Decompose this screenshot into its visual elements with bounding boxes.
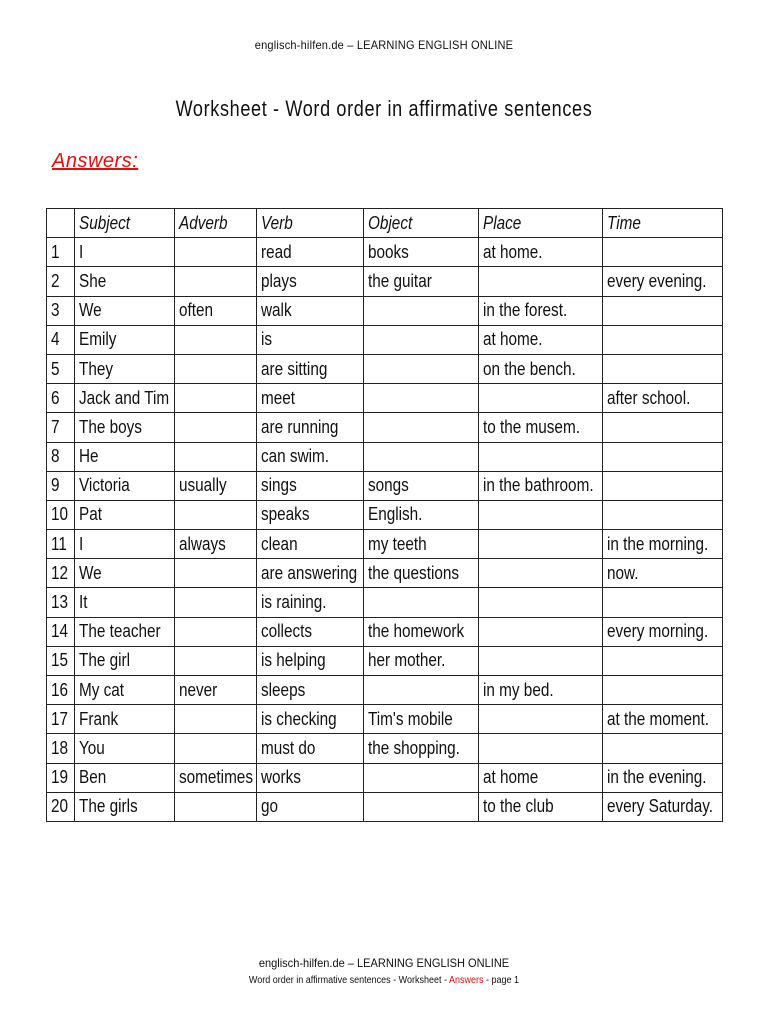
cell-adverb: [175, 471, 257, 500]
cell-subject: [75, 442, 175, 471]
table-row: [47, 676, 723, 705]
cell-text: are answering: [261, 562, 358, 583]
footer-doc-line: [38, 975, 729, 986]
cell-time: [603, 354, 723, 383]
cell-text: I: [79, 241, 84, 262]
cell-text: is raining.: [261, 592, 327, 613]
cell-text: walk: [261, 300, 292, 321]
cell-subject: [75, 471, 175, 500]
cell-subject: [75, 296, 175, 325]
column-header-label: Adverb: [179, 212, 228, 233]
cell-number: [47, 734, 75, 763]
cell-text: meet: [261, 387, 296, 408]
cell-object: [364, 559, 479, 588]
cell-text: 13: [51, 592, 69, 613]
cell-number: [47, 296, 75, 325]
footer-doc-prefix: Word order in affirmative sentences - Worksheet -: [248, 975, 450, 986]
cell-place: [479, 384, 603, 413]
cell-text: at home.: [483, 329, 543, 350]
cell-time: [603, 734, 723, 763]
cell-text: every Saturday.: [607, 796, 714, 817]
cell-text: on the bench.: [483, 358, 576, 379]
cell-text: in the evening.: [607, 767, 707, 788]
cell-subject: [75, 325, 175, 354]
cell-adverb: [175, 267, 257, 296]
cell-text: Victoria: [79, 475, 130, 496]
cell-object: [364, 354, 479, 383]
cell-verb: [257, 354, 364, 383]
cell-place: [479, 530, 603, 559]
cell-time: [603, 267, 723, 296]
cell-text: 20: [51, 796, 69, 817]
cell-text: 15: [51, 650, 69, 671]
cell-text: 10: [51, 504, 69, 525]
cell-place: [479, 646, 603, 675]
table-row: [47, 413, 723, 442]
cell-number: [47, 676, 75, 705]
table-row: [47, 325, 723, 354]
cell-place: [479, 588, 603, 617]
cell-text: collects: [261, 621, 313, 642]
cell-adverb: [175, 354, 257, 383]
table-row: [47, 384, 723, 413]
cell-time: [603, 676, 723, 705]
cell-number: [47, 792, 75, 821]
cell-object: [364, 676, 479, 705]
cell-text: 16: [51, 679, 69, 700]
cell-time: [603, 705, 723, 734]
cell-verb: [257, 500, 364, 529]
cell-place: [479, 705, 603, 734]
table-row: [47, 792, 723, 821]
cell-time: [603, 442, 723, 471]
cell-time: [603, 384, 723, 413]
cell-adverb: [175, 296, 257, 325]
cell-object: [364, 238, 479, 267]
cell-text: books: [368, 241, 409, 262]
cell-place: [479, 617, 603, 646]
cell-adverb: [175, 559, 257, 588]
column-header-object: [364, 209, 479, 238]
cell-object: [364, 413, 479, 442]
cell-text: I: [79, 533, 84, 554]
cell-text: 9: [51, 475, 60, 496]
cell-verb: [257, 325, 364, 354]
cell-adverb: [175, 763, 257, 792]
cell-number: [47, 325, 75, 354]
cell-place: [479, 471, 603, 500]
cell-subject: [75, 792, 175, 821]
cell-object: [364, 646, 479, 675]
word-order-table: [46, 208, 723, 822]
cell-subject: [75, 267, 175, 296]
cell-adverb: [175, 238, 257, 267]
cell-time: [603, 588, 723, 617]
footer-answers-word: Answers: [449, 975, 484, 986]
cell-place: [479, 734, 603, 763]
cell-object: [364, 384, 479, 413]
footer-site-line: englisch-hilfen.de – LEARNING ENGLISH ONLINE: [258, 956, 510, 970]
cell-text: Frank: [79, 708, 119, 729]
cell-adverb: [175, 442, 257, 471]
cell-text: 7: [51, 416, 60, 437]
cell-text: plays: [261, 270, 297, 291]
cell-text: Pat: [79, 504, 102, 525]
cell-verb: [257, 413, 364, 442]
cell-object: [364, 705, 479, 734]
page-title: Worksheet - Word order in affirmative sentences: [175, 96, 593, 121]
cell-verb: [257, 646, 364, 675]
cell-place: [479, 267, 603, 296]
column-header-label: Subject: [79, 212, 131, 233]
cell-text: every evening.: [607, 270, 707, 291]
cell-number: [47, 646, 75, 675]
cell-number: [47, 471, 75, 500]
cell-subject: [75, 705, 175, 734]
cell-text: sleeps: [261, 679, 306, 700]
cell-place: [479, 442, 603, 471]
cell-time: [603, 471, 723, 500]
cell-text: He: [79, 446, 99, 467]
cell-number: [47, 559, 75, 588]
cell-text: in the bathroom.: [483, 475, 594, 496]
cell-text: 14: [51, 621, 69, 642]
column-header-place: [479, 209, 603, 238]
cell-verb: [257, 617, 364, 646]
cell-text: English.: [368, 504, 423, 525]
cell-adverb: [175, 530, 257, 559]
cell-text: 18: [51, 737, 69, 758]
cell-text: The girls: [79, 796, 138, 817]
cell-text: We: [79, 562, 102, 583]
cell-text: 17: [51, 708, 69, 729]
cell-text: at home: [483, 767, 539, 788]
cell-text: in the morning.: [607, 533, 709, 554]
cell-subject: [75, 384, 175, 413]
table-body: [47, 238, 723, 822]
cell-verb: [257, 588, 364, 617]
cell-subject: [75, 559, 175, 588]
table-row: [47, 763, 723, 792]
cell-text: 19: [51, 767, 69, 788]
column-header-label: Time: [607, 212, 641, 233]
table-row: [47, 530, 723, 559]
cell-subject: [75, 734, 175, 763]
cell-number: [47, 238, 75, 267]
cell-object: [364, 325, 479, 354]
column-header-label: Place: [483, 212, 522, 233]
cell-text: The teacher: [79, 621, 161, 642]
cell-text: The girl: [79, 650, 131, 671]
cell-text: usually: [179, 475, 227, 496]
cell-subject: [75, 354, 175, 383]
cell-text: is: [261, 329, 273, 350]
cell-object: [364, 530, 479, 559]
cell-verb: [257, 676, 364, 705]
cell-text: 4: [51, 329, 60, 350]
cell-time: [603, 763, 723, 792]
cell-text: to the musem.: [483, 416, 580, 437]
cell-text: We: [79, 300, 102, 321]
table-row: [47, 500, 723, 529]
cell-text: the shopping.: [368, 737, 460, 758]
cell-text: songs: [368, 475, 409, 496]
cell-number: [47, 617, 75, 646]
cell-adverb: [175, 676, 257, 705]
cell-time: [603, 530, 723, 559]
cell-verb: [257, 267, 364, 296]
cell-time: [603, 646, 723, 675]
cell-time: [603, 296, 723, 325]
table-row: [47, 471, 723, 500]
cell-text: go: [261, 796, 279, 817]
cell-adverb: [175, 413, 257, 442]
column-header-adverb: [175, 209, 257, 238]
cell-text: after school.: [607, 387, 691, 408]
cell-text: at the moment.: [607, 708, 710, 729]
cell-text: 1: [51, 241, 60, 262]
cell-text: works: [261, 767, 301, 788]
cell-subject: [75, 238, 175, 267]
cell-text: Ben: [79, 767, 107, 788]
cell-text: They: [79, 358, 114, 379]
cell-text: Jack and Tim: [79, 387, 170, 408]
cell-object: [364, 792, 479, 821]
cell-number: [47, 384, 75, 413]
cell-text: are running: [261, 416, 339, 437]
cell-text: to the club: [483, 796, 554, 817]
cell-adverb: [175, 734, 257, 763]
cell-subject: [75, 588, 175, 617]
cell-adverb: [175, 384, 257, 413]
cell-text: can swim.: [261, 446, 330, 467]
cell-subject: [75, 413, 175, 442]
cell-text: is checking: [261, 708, 337, 729]
cell-object: [364, 500, 479, 529]
cell-object: [364, 267, 479, 296]
cell-text: always: [179, 533, 226, 554]
cell-text: The boys: [79, 416, 142, 437]
cell-object: [364, 471, 479, 500]
cell-subject: [75, 530, 175, 559]
table-row: [47, 354, 723, 383]
cell-place: [479, 559, 603, 588]
table-row: [47, 617, 723, 646]
footer-doc-suffix: - page 1: [483, 975, 520, 986]
column-header-time: [603, 209, 723, 238]
cell-time: [603, 559, 723, 588]
cell-text: must do: [261, 737, 316, 758]
cell-place: [479, 763, 603, 792]
cell-text: 8: [51, 446, 60, 467]
cell-text: every morning.: [607, 621, 709, 642]
cell-verb: [257, 705, 364, 734]
cell-time: [603, 617, 723, 646]
cell-adverb: [175, 705, 257, 734]
table-row: [47, 588, 723, 617]
cell-place: [479, 792, 603, 821]
cell-place: [479, 354, 603, 383]
table-row: [47, 296, 723, 325]
answers-label: Answers:: [52, 150, 139, 172]
cell-place: [479, 500, 603, 529]
table-row: [47, 238, 723, 267]
cell-text: sometimes: [179, 767, 253, 788]
column-header-subject: [75, 209, 175, 238]
cell-verb: [257, 442, 364, 471]
cell-text: her mother.: [368, 650, 446, 671]
table-row: [47, 646, 723, 675]
cell-number: [47, 413, 75, 442]
cell-text: the questions: [368, 562, 460, 583]
cell-text: now.: [607, 562, 639, 583]
cell-text: Tim's mobile: [368, 708, 453, 729]
cell-text: 2: [51, 270, 60, 291]
cell-place: [479, 325, 603, 354]
site-header: englisch-hilfen.de – LEARNING ENGLISH ONLINE: [254, 38, 514, 52]
cell-text: 3: [51, 300, 60, 321]
cell-text: clean: [261, 533, 298, 554]
cell-verb: [257, 238, 364, 267]
table-row: [47, 734, 723, 763]
table-header-row: [47, 209, 723, 238]
cell-verb: [257, 559, 364, 588]
table-row: [47, 267, 723, 296]
cell-subject: [75, 646, 175, 675]
cell-adverb: [175, 792, 257, 821]
cell-text: She: [79, 270, 107, 291]
cell-text: Emily: [79, 329, 117, 350]
cell-number: [47, 267, 75, 296]
cell-text: 6: [51, 387, 60, 408]
cell-number: [47, 588, 75, 617]
cell-number: [47, 530, 75, 559]
cell-subject: [75, 763, 175, 792]
cell-time: [603, 413, 723, 442]
cell-text: in the forest.: [483, 300, 568, 321]
cell-text: are sitting: [261, 358, 328, 379]
cell-time: [603, 238, 723, 267]
cell-place: [479, 296, 603, 325]
cell-object: [364, 617, 479, 646]
cell-text: often: [179, 300, 214, 321]
cell-adverb: [175, 617, 257, 646]
table-row: [47, 559, 723, 588]
cell-subject: [75, 500, 175, 529]
cell-text: sings: [261, 475, 297, 496]
cell-text: You: [79, 737, 105, 758]
cell-object: [364, 734, 479, 763]
cell-text: my teeth: [368, 533, 427, 554]
cell-text: 5: [51, 358, 60, 379]
cell-number: [47, 354, 75, 383]
cell-subject: [75, 617, 175, 646]
column-header-label: Object: [368, 212, 413, 233]
cell-number: [47, 500, 75, 529]
cell-verb: [257, 471, 364, 500]
cell-text: speaks: [261, 504, 310, 525]
cell-verb: [257, 530, 364, 559]
column-header-label: Verb: [261, 212, 293, 233]
cell-place: [479, 413, 603, 442]
cell-object: [364, 296, 479, 325]
cell-time: [603, 792, 723, 821]
cell-place: [479, 238, 603, 267]
cell-object: [364, 588, 479, 617]
cell-verb: [257, 384, 364, 413]
cell-text: the guitar: [368, 270, 432, 291]
column-header-verb: [257, 209, 364, 238]
cell-place: [479, 676, 603, 705]
cell-object: [364, 442, 479, 471]
cell-text: My cat: [79, 679, 125, 700]
column-header-number: [47, 209, 75, 238]
cell-number: [47, 442, 75, 471]
cell-subject: [75, 676, 175, 705]
cell-text: at home.: [483, 241, 543, 262]
cell-text: the homework: [368, 621, 465, 642]
cell-verb: [257, 296, 364, 325]
cell-time: [603, 500, 723, 529]
cell-adverb: [175, 500, 257, 529]
cell-text: is helping: [261, 650, 326, 671]
table-row: [47, 442, 723, 471]
cell-adverb: [175, 646, 257, 675]
cell-text: 12: [51, 562, 69, 583]
cell-verb: [257, 763, 364, 792]
cell-text: read: [261, 241, 292, 262]
cell-text: in my bed.: [483, 679, 554, 700]
cell-time: [603, 325, 723, 354]
cell-verb: [257, 734, 364, 763]
cell-object: [364, 763, 479, 792]
cell-number: [47, 763, 75, 792]
cell-verb: [257, 792, 364, 821]
cell-text: 11: [51, 533, 67, 554]
cell-number: [47, 705, 75, 734]
cell-adverb: [175, 325, 257, 354]
cell-text: never: [179, 679, 218, 700]
table-row: [47, 705, 723, 734]
cell-adverb: [175, 588, 257, 617]
cell-text: It: [79, 592, 88, 613]
